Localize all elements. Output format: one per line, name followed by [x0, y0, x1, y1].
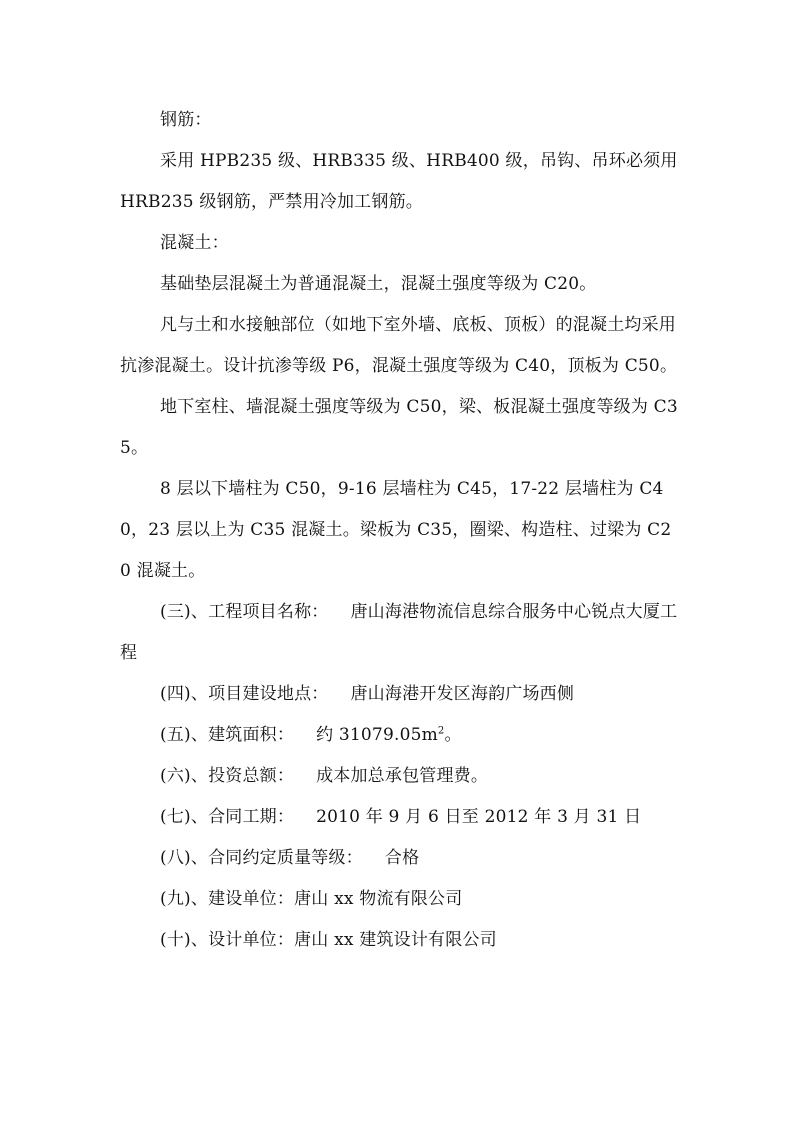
- item-label: (九)、建设单位：: [160, 889, 295, 909]
- item-label: (五)、建筑面积：: [160, 725, 295, 745]
- item-label: (四)、项目建设地点：: [160, 684, 329, 704]
- item-value: 唐山 xx 建筑设计有限公司: [294, 930, 497, 950]
- item-value: 成本加总承包管理费。: [316, 766, 489, 786]
- building-area-item: [120, 715, 680, 756]
- item-value-suffix: 。: [444, 725, 462, 745]
- item-label: (七)、合同工期：: [160, 807, 295, 827]
- item-value: 2010 年 9 月 6 日至 2012 年 3 月 31 日: [316, 807, 642, 827]
- quality-grade-item: [120, 838, 680, 879]
- document-body: [120, 100, 680, 961]
- rebar-heading: 钢筋：: [160, 110, 212, 130]
- project-name-item: [120, 592, 680, 674]
- concrete-heading: 混凝土：: [160, 233, 229, 253]
- item-value: 约 31079.05m: [316, 725, 438, 745]
- investment-item: [120, 756, 680, 797]
- construction-unit-item: [120, 879, 680, 920]
- item-label: (六)、投资总额：: [160, 766, 295, 786]
- design-unit-item: [120, 920, 680, 961]
- contract-period-item: [120, 797, 680, 838]
- item-label: (十)、设计单位：: [160, 930, 295, 950]
- item-label: (八)、合同约定质量等级：: [160, 848, 363, 868]
- rebar-paragraph: 采用 HPB235 级、HRB335 级、HRB400 级，吊钩、吊环必须用 HRB235 级钢筋，严禁用冷加工钢筋。: [120, 151, 678, 212]
- concrete-basement-paragraph: 地下室柱、墙混凝土强度等级为 C50，梁、板混凝土强度等级为 C35。: [120, 397, 678, 458]
- item-label: (三)、工程项目名称：: [160, 602, 329, 622]
- item-value: 唐山海港开发区海韵广场西侧: [350, 684, 575, 704]
- concrete-waterproof-paragraph: 凡与土和水接触部位（如地下室外墙、底板、顶板）的混凝土均采用抗渗混凝土。设计抗渗等级 P6，混凝土强度等级为 C40，顶板为 C50。: [120, 315, 678, 376]
- item-value: 唐山海港物流信息综合服务中心锐点大厦工程: [120, 602, 678, 663]
- concrete-base-paragraph: 基础垫层混凝土为普通混凝土，混凝土强度等级为 C20。: [160, 274, 597, 294]
- concrete-floors-paragraph: 8 层以下墙柱为 C50，9-16 层墙柱为 C45，17-22 层墙柱为 C40，23 层以上为 C35 混凝土。梁板为 C35，圈梁、构造柱、过梁为 C20 混凝土。: [120, 479, 672, 581]
- project-location-item: [120, 674, 680, 715]
- item-value: 唐山 xx 物流有限公司: [294, 889, 463, 909]
- superscript: 2: [437, 725, 445, 737]
- item-value: 合格: [384, 848, 420, 868]
